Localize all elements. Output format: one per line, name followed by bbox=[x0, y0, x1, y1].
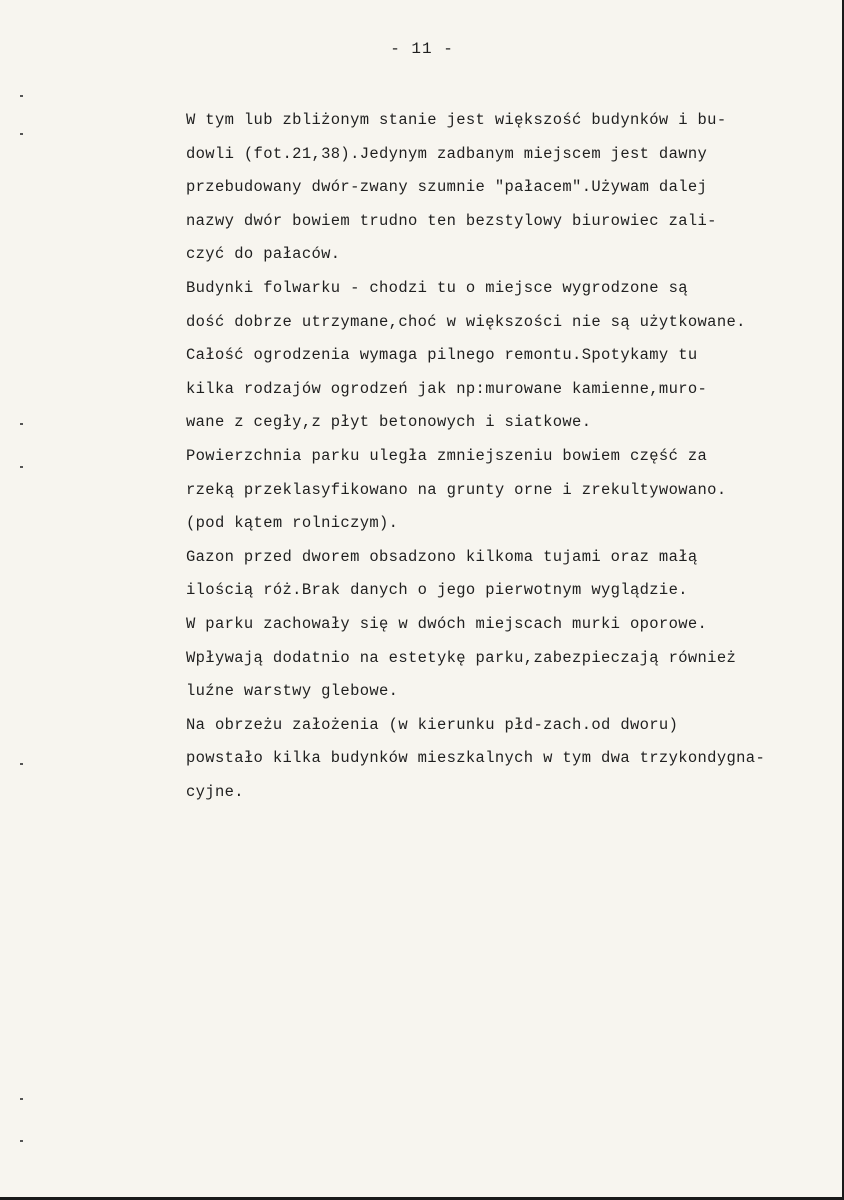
margin-mark bbox=[20, 423, 23, 425]
text-line: cyjne. bbox=[186, 782, 244, 801]
page-number: - 11 - bbox=[390, 40, 454, 58]
text-line: powstało kilka budynków mieszkalnych w tym dwa trzykondygna- bbox=[186, 749, 766, 768]
margin-mark bbox=[20, 466, 23, 468]
text-line: Budynki folwarku - chodzi tu o miejsce wygrodzone są bbox=[186, 278, 688, 297]
text-line: wane z cegły,z płyt betonowych i siatkowe. bbox=[186, 413, 592, 432]
text-line: luźne warstwy glebowe. bbox=[186, 682, 399, 701]
margin-mark bbox=[20, 133, 23, 135]
margin-mark bbox=[20, 95, 23, 97]
margin-mark bbox=[20, 1098, 23, 1100]
text-line: W parku zachowały się w dwóch miejscach murki oporowe. bbox=[186, 614, 708, 633]
text-line: dość dobrze utrzymane,choć w większości nie są użytkowane. bbox=[186, 312, 746, 331]
text-line: nazwy dwór bowiem trudno ten bezstylowy biurowiec zali- bbox=[186, 211, 717, 230]
text-line: W tym lub zbliżonym stanie jest większość budynków i bu- bbox=[186, 111, 727, 129]
margin-mark bbox=[20, 763, 23, 765]
text-line: Wpływają dodatnio na estetykę parku,zabezpieczają również bbox=[186, 648, 737, 667]
text-line: Na obrzeżu założenia (w kierunku płd-zach.od dworu) bbox=[186, 715, 679, 734]
text-line: rzeką przeklasyfikowano na grunty orne i zrekultywowano. bbox=[186, 480, 727, 499]
text-line: ilością róż.Brak danych o jego pierwotnym wyglądzie. bbox=[186, 581, 688, 600]
text-line: dowli (fot.21,38).Jedynym zadbanym miejscem jest dawny bbox=[186, 144, 708, 163]
typed-text-body bbox=[186, 104, 806, 809]
text-line: przebudowany dwór-zwany szumnie "pałacem".Używam dalej bbox=[186, 178, 708, 197]
text-line: czyć do pałaców. bbox=[186, 245, 341, 264]
text-line: Powierzchnia parku uległa zmniejszeniu bowiem część za bbox=[186, 446, 708, 465]
text-line: Całość ogrodzenia wymaga pilnego remontu.Spotykamy tu bbox=[186, 346, 698, 365]
text-line: (pod kątem rolniczym). bbox=[186, 514, 399, 533]
text-line: Gazon przed dworem obsadzono kilkoma tujami oraz małą bbox=[186, 547, 698, 566]
text-line: kilka rodzajów ogrodzeń jak np:murowane kamienne,muro- bbox=[186, 379, 708, 398]
margin-mark bbox=[20, 1140, 23, 1142]
